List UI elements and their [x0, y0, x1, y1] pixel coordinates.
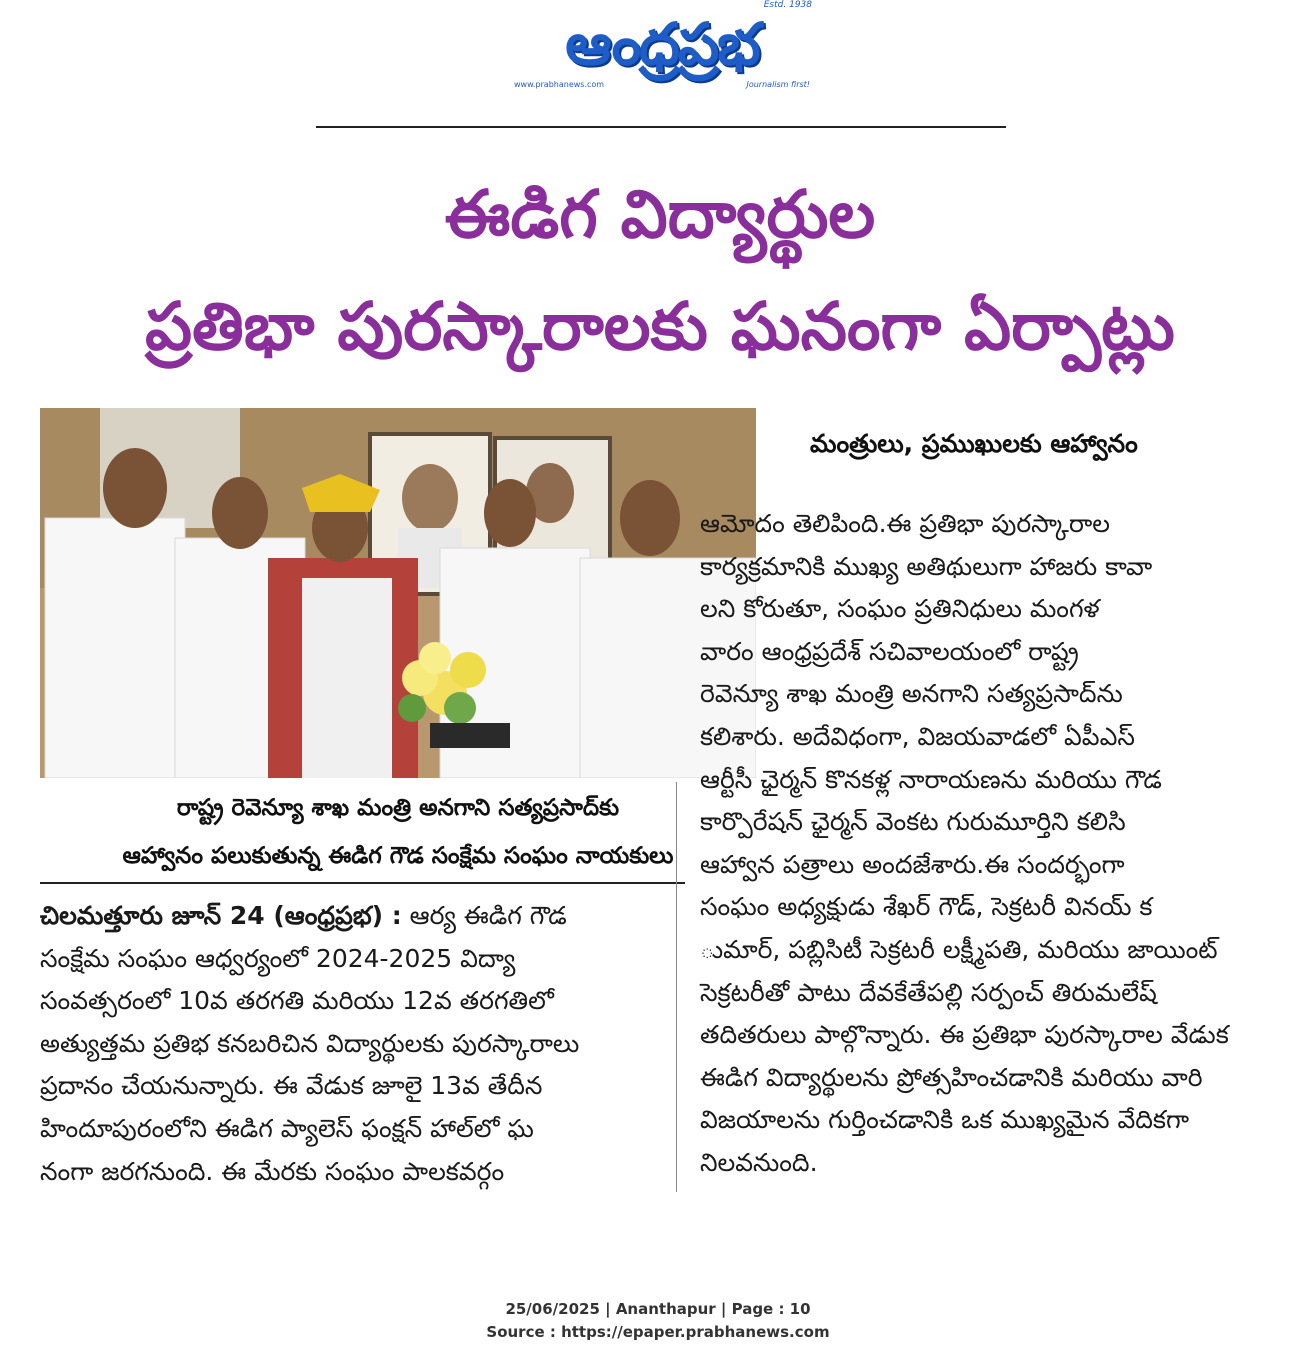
article-line: కలిశారు. అదేవిధంగా, విజయవాడలో ఏపీఎస్ — [700, 721, 1135, 751]
article-line: అత్యుత్తమ ప్రతిభ కనబరిచిన విద్యార్థులకు పురస్కారాలు — [40, 1028, 580, 1058]
article-line: సంక్షేమ సంఘం ఆధ్వర్యంలో 2024-2025 విద్యా — [40, 943, 516, 973]
masthead-estd: Estd. 1938 — [763, 0, 812, 10]
article-line: హిందూపురంలోని ఈడిగ ప్యాలెస్ ఫంక్షన్ హాల్‌లో ఘ — [40, 1113, 534, 1143]
headline-line-1: ఈడిగ విద్యార్థుల — [444, 176, 876, 253]
article-line: రెవెన్యూ శాఖ మంత్రి అనగాని సత్యప్రసాద్‌ను — [700, 679, 1123, 709]
article-line: ప్రదానం చేయనున్నారు. ఈ వేడుక జూలై 13వ తేదీన — [40, 1071, 543, 1101]
article-line: నిలవనుంది. — [700, 1147, 818, 1177]
article-text: ఆర్య ఈడిగ గౌడ — [409, 901, 567, 930]
article-line: ఆహ్వాన పత్రాలు అందజేశారు.ఈ సందర్భంగా — [700, 849, 1125, 879]
newspaper-logo: ఆంధ్రప్రభ — [565, 10, 759, 78]
column-divider — [676, 782, 677, 1192]
news-photo-illustration — [40, 408, 756, 778]
dateline: చిలమత్తూరు జూన్ 24 (ఆంధ్రప్రభ) : — [40, 901, 402, 930]
masthead-site: www.prabhanews.com — [514, 80, 605, 89]
article-line: లని కోరుతూ, సంఘం ప్రతినిధులు మంగళ — [700, 594, 1100, 624]
article-line: కార్పొరేషన్ ఛైర్మన్ వెంకట గురుమూర్తిని కలిసి — [700, 807, 1126, 837]
masthead-tagline: Journalism first! — [746, 80, 810, 89]
article-line: ఈడిగ విద్యార్థులను ప్రోత్సహించడానికి మరియు వారి — [700, 1062, 1203, 1092]
caption-divider — [40, 882, 685, 884]
footer-source: Source : https://epaper.prabhanews.com — [486, 1323, 830, 1341]
article-line: విజయాలను గుర్తించడానికి ఒక ముఖ్యమైన వేదికగా — [700, 1105, 1189, 1135]
article-line: సంఘం అధ్యక్షుడు శేఖర్ గౌడ్, సెక్రటరీ వినయ్ క — [700, 892, 1153, 922]
article-line: ఆర్టీసీ ఛైర్మన్ కొనకళ్ల నారాయణను మరియు గౌడ — [700, 764, 1162, 794]
article-line: సెక్రటరీతో పాటు దేవకేతేపల్లి సర్పంచ్ తిరుమలేష్ — [700, 977, 1157, 1007]
article-left-column — [40, 895, 652, 1193]
article-line: ుమార్, పబ్లిసిటీ సెక్రటరీ లక్ష్మీపతి, మరియు జాయింట్ — [700, 934, 1218, 964]
article-right-column — [700, 503, 1300, 1185]
article-line — [40, 895, 652, 938]
sub-heading: మంత్రులు, ప్రముఖులకు ఆహ్వానం — [810, 429, 1138, 458]
photo-caption-line-1: రాష్ట్ర రెవెన్యూ శాఖ మంత్రి అనగాని సత్యప్రసాద్‌కు — [176, 795, 620, 821]
footer-date-edition: 25/06/2025 | Ananthapur | Page : 10 — [505, 1300, 811, 1318]
divider — [316, 126, 1006, 128]
article-line: నంగా జరగనుంది. ఈ మేరకు సంఘం పాలకవర్గం — [40, 1156, 505, 1186]
article-line: సంవత్సరంలో 10వ తరగతి మరియు 12వ తరగతిలో — [40, 986, 554, 1016]
masthead — [500, 0, 830, 100]
article-line: కార్యక్రమానికి ముఖ్య అతిథులుగా హాజరు కావా — [700, 551, 1153, 581]
article-line: ఆమోదం తెలిపింది.ఈ ప్రతిభా పురస్కారాల — [700, 509, 1110, 538]
news-photo — [40, 408, 756, 778]
headline-line-2: ప్రతిభా పురస్కారాలకు ఘనంగా ఏర్పాట్లు — [145, 288, 1175, 365]
article-line: వారం ఆంధ్రప్రదేశ్ సచివాలయంలో రాష్ట్ర — [700, 636, 1079, 666]
article-line: తదితరులు పాల్గొన్నారు. ఈ ప్రతిభా పురస్కారాల వేడుక — [700, 1020, 1229, 1050]
photo-caption-line-2: ఆహ్వానం పలుకుతున్న ఈడిగ గౌడ సంక్షేమ సంఘం నాయకులు — [122, 843, 674, 869]
